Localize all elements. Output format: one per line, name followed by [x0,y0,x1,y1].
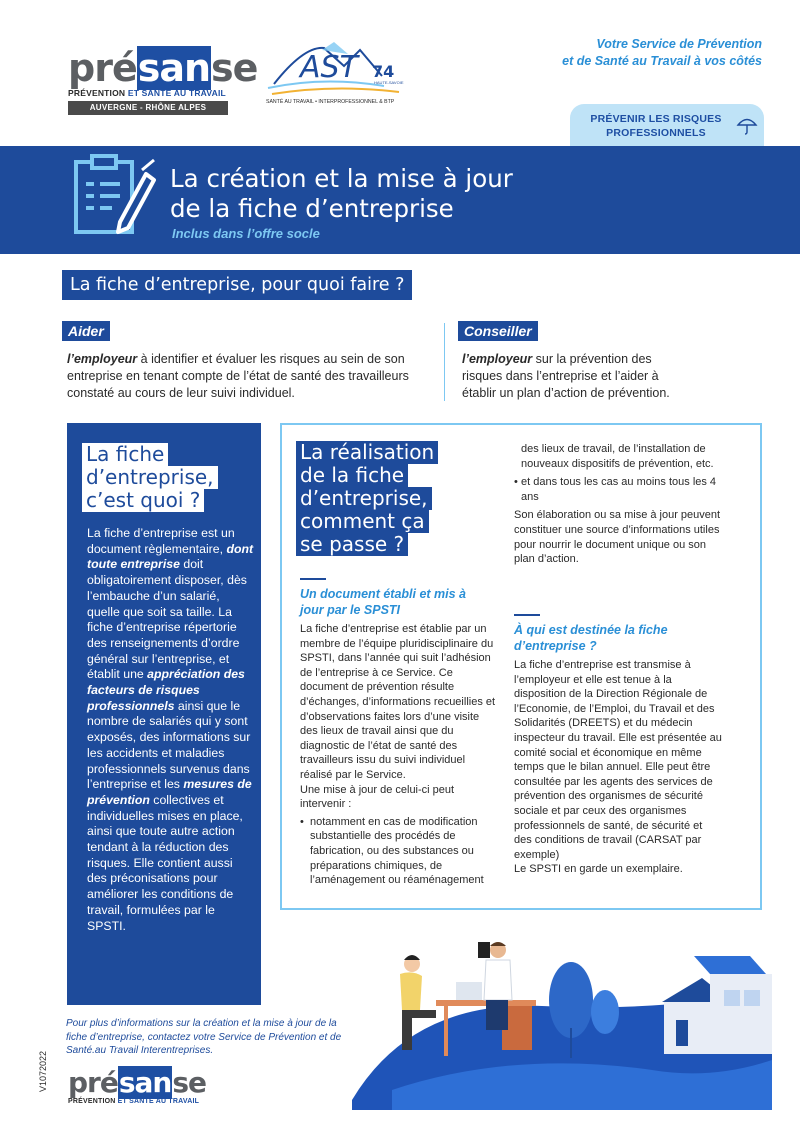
realisation-left-col: La fiche d’entreprise est établie par un membre de l’équipe pluridisciplinaire du SPSTI, dans l’année qui suit l’adhésion de l’entreprise à ce Service. Ce document de prévention résulte d’échanges, d’informations recueillies et d’observations faites lors d’une visite des lieux de travail ainsi que du diagnostic de l’état de santé des travailleurs issu du suivi individuel réalisé par le Service. Une mise à jour de celui-ci peut intervenir : • notamment en cas de modification substantielle des procédés de fabrication, ou des substances ou préparations chimiques, de l’aménagement ou réaménagement [300,622,496,888]
region-bar: AUVERGNE - RHÔNE ALPES [68,101,228,115]
conseiller-tag: Conseiller [458,321,538,341]
realisation-right-col: des lieux de travail, de l’installation de nouveaux dispositifs de prévention, etc. • et dans tous les cas au moins tous les 4 ans Son élaboration ou sa mise à jour peuvent constituer une source d’informations utiles pour nourrir le document unique ou son plan d’action. [514,442,722,567]
footer-info: Pour plus d’informations sur la création et la mise à jour de la fiche d’entreprise, contactez votre Service de Prévention et de Santé.au Travail Interentreprises. [66,1018,342,1056]
clipboard-pen-icon [72,152,162,242]
sub-heading-spsti: Un document établi et mis à jour par le SPSTI [300,587,467,617]
ast74-logo: AST 74 HAUTE-SAVOIE SANTÉ AU TRAVAIL • INTERPROFESSIONNEL & BTP [264,36,434,116]
meeting-illustration [352,920,772,1110]
quoi-text: La fiche d’entreprise est un document règlementaire, dont toute entreprise doit obligatoirement disposer, dès l’embauche d’un salarié, quelle que soit sa taille. La fiche d’entreprise répertorie des renseignements d’ordre général sur l’entreprise, et établit une appréciation des facteurs de risques professionnels ainsi que le nombre de salariés qui y sont exposés, des informations sur les accidents et maladies professionnels survenus dans l’entreprise et les mesures de prévention collectives et individuelles mises en place, ainsi que toute autre action tendant à la réduction des risques. Elle contient aussi des préconisations pour améliorer les conditions de travail, formulées par le SPSTI. [87,526,254,933]
section-heading: La fiche d’entreprise, pour quoi faire ? [62,270,412,300]
realisation-title: La réalisation de la fiche d’entreprise, comment ça se passe ? [296,441,476,556]
column-divider [444,323,445,401]
aider-text: l’employeur à identifier et évaluer les risques au sein de son entreprise en tenant compte de l’état de santé des travailleurs constaté au cours de leur suivi individuel. [67,352,409,400]
tagline: Votre Service de Prévention et de Santé au Travail à vos côtés [562,37,762,68]
conseiller-text: l’employeur sur la prévention des risques dans l’entreprise et l’aider à établir un plan d’action de prévention. [462,352,670,400]
destinee-text: La fiche d’entreprise est transmise à l’employeur et elle est tenue à la disposition de la Direction Régionale de l’Economie, de l’Emploi, du Travail et des Solidarités (DREETS) et du médecin inspecteur du travail. Elle est présentée au comité social et économique en même temps que le bilan annuel. Elle peut être consultée par les agents des services de prévention des organismes de sécurité sociale et par ceux des organismes professionnels de santé, de sécurité et des conditions de travail (CARSAT par exemple) Le SPSTI en garde un exemplaire. [514,659,722,876]
banner-title: La création et la mise à jour de la fiche d’entreprise [170,164,513,223]
umbrella-icon [736,114,758,136]
banner-subtitle: Inclus dans l’offre socle [172,226,320,241]
aider-tag: Aider [62,321,110,341]
presanse-logo: présanse PRÉVENTION ET SANTÉ AU TRAVAIL AUVERGNE - RHÔNE ALPES [68,48,234,115]
version-code: V1072022 [38,1050,48,1092]
list-item: • et dans tous les cas au moins tous les 4 ans [514,475,722,504]
prevenir-tab: PRÉVENIR LES RISQUES PROFESSIONNELS [570,104,764,146]
divider-dash [514,614,540,616]
quoi-title: La fiche d’entreprise, c’est quoi ? [82,443,252,512]
logo-subtitle: PRÉVENTION ET SANTÉ AU TRAVAIL [68,88,226,98]
divider-dash [300,578,326,580]
sub-heading-destinee: À qui est destinée la fiche d’entreprise ? [514,623,668,653]
list-item: • notamment en cas de modification substantielle des procédés de fabrication, ou des substances ou préparations chimiques, de l’aménagement ou réaménagement [300,815,496,888]
footer-presanse-logo: présanse PRÉVENTION ET SANTÉ AU TRAVAIL [68,1066,206,1105]
